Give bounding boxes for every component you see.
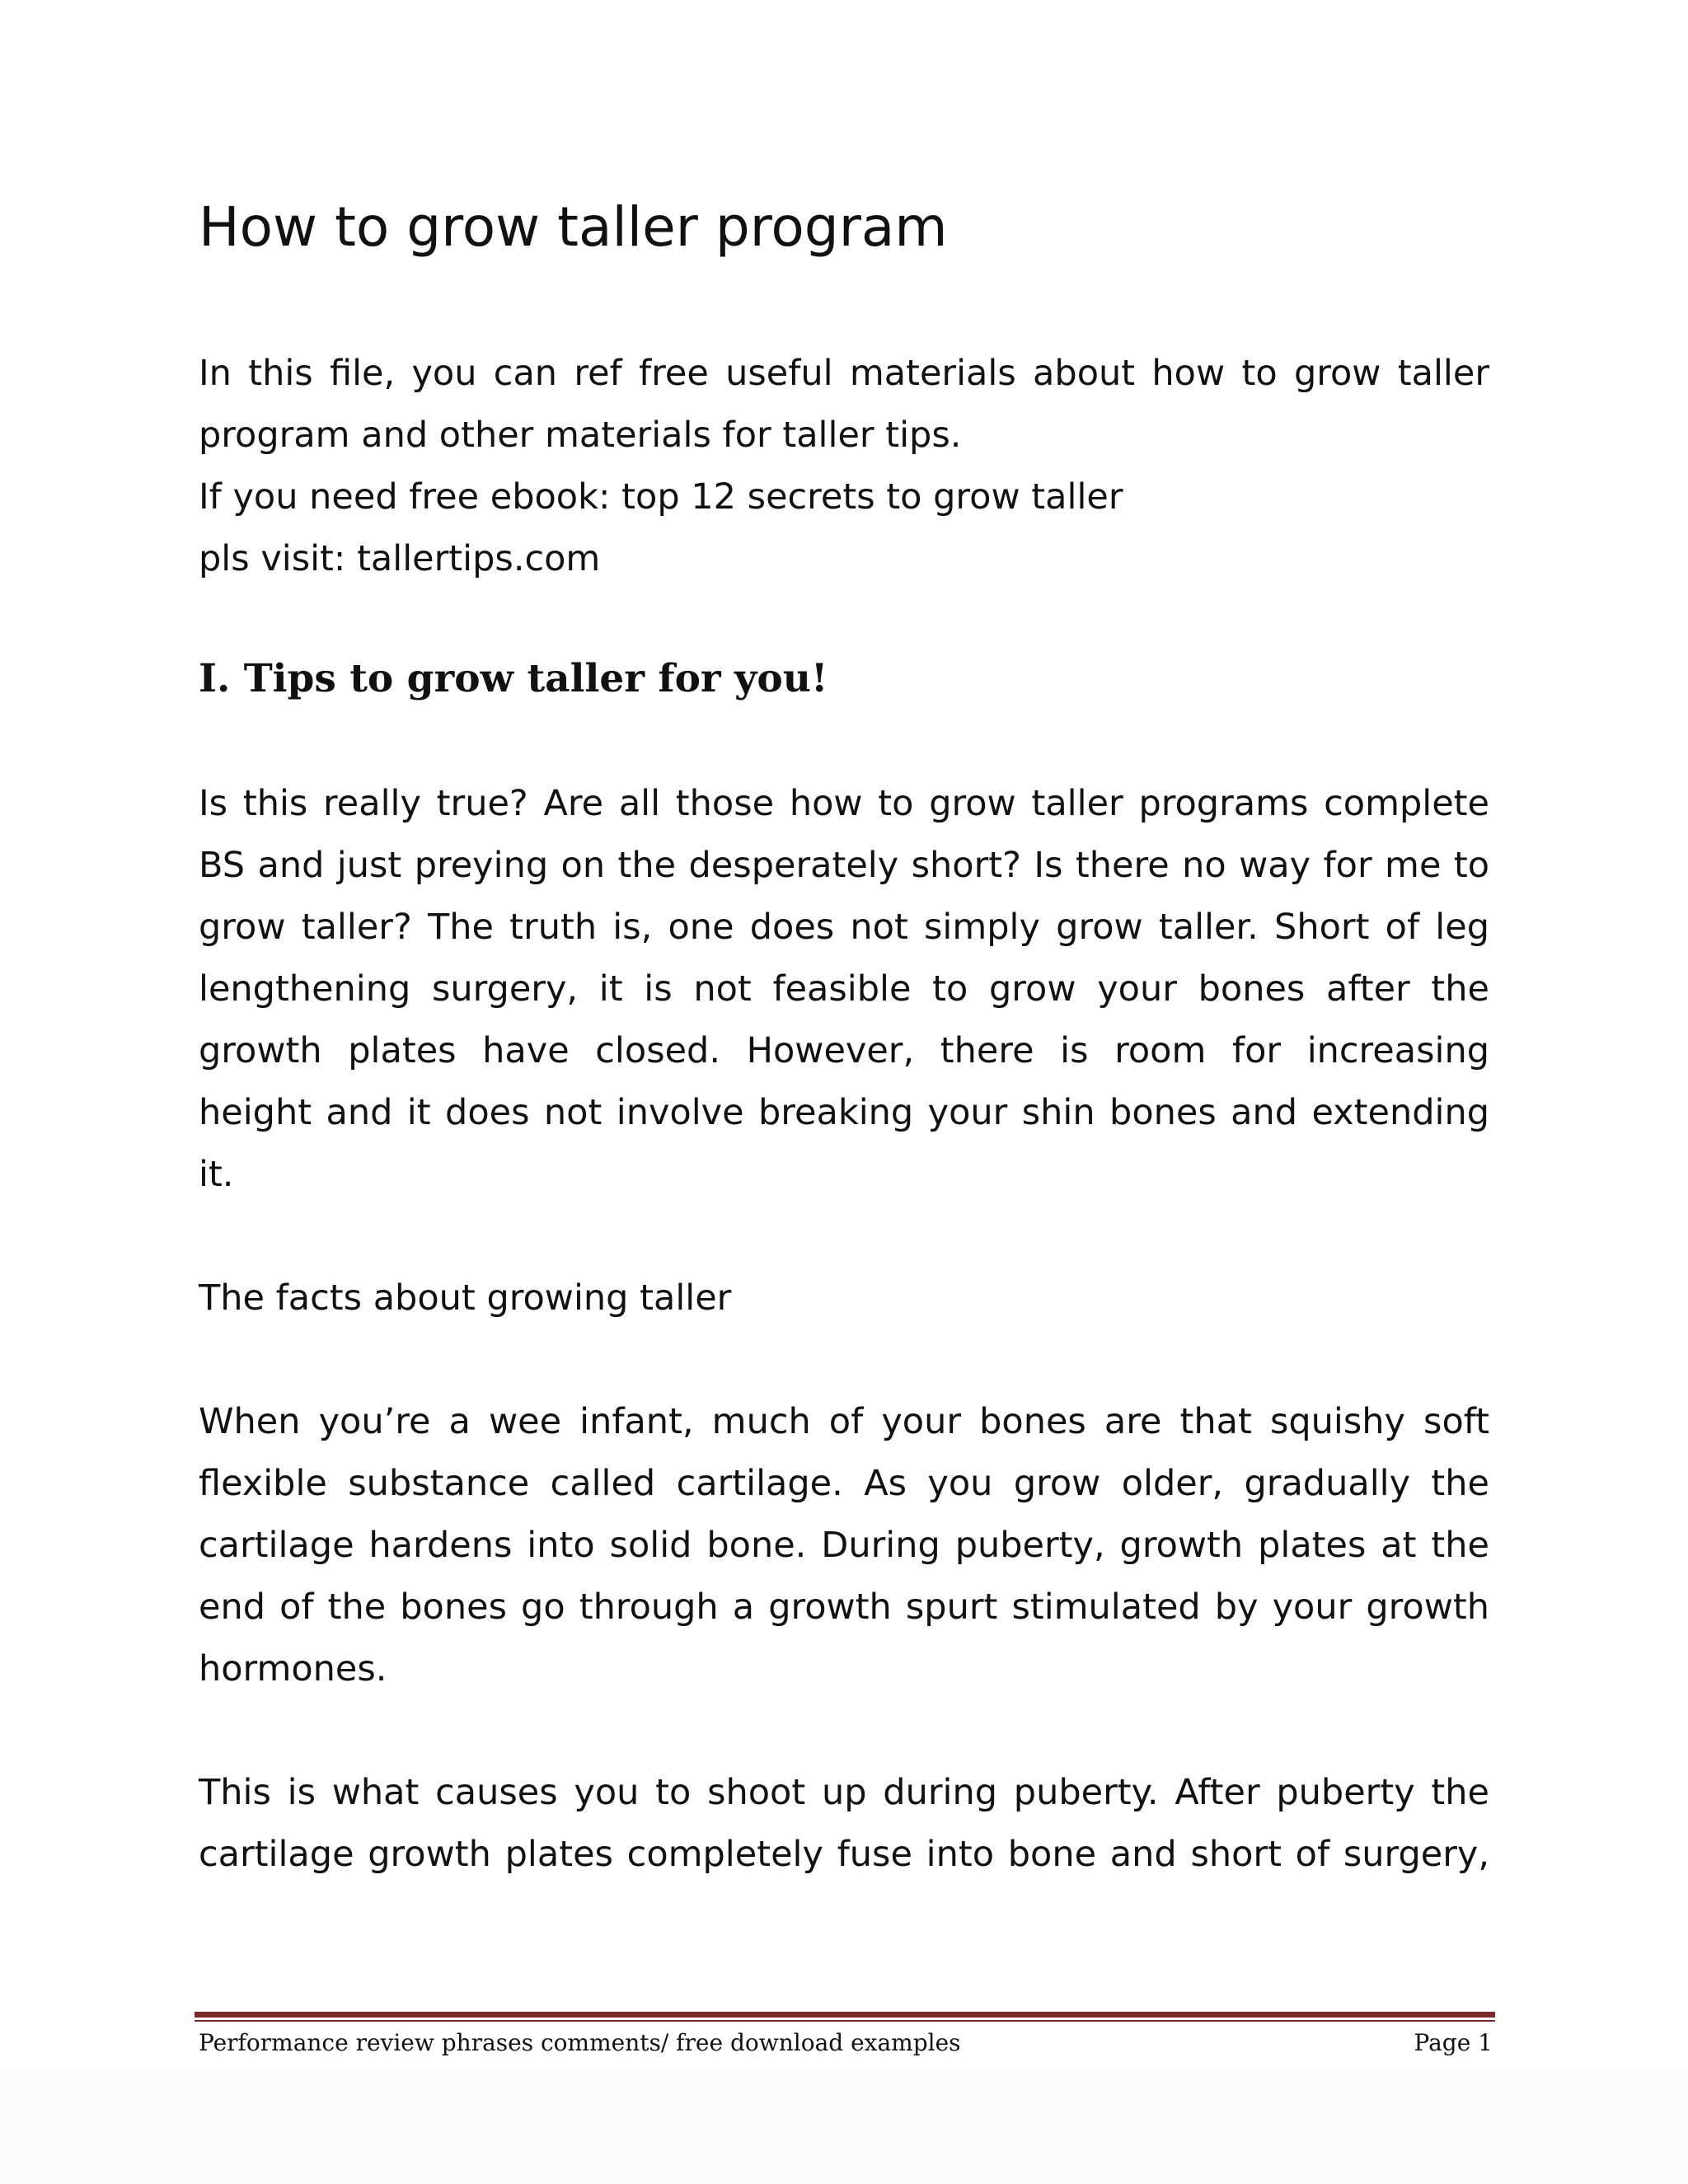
paragraph-line: cartilage hardens into solid bone. During puberty, growth plates at the [199,1525,1489,1566]
intro-line: program and other materials for taller tips. [199,415,962,456]
paragraph-line: Is this really true? Are all those how to grow taller programs complete [199,783,1489,824]
intro-line: pls visit: tallertips.com [199,538,601,579]
paragraph-line: cartilage growth plates completely fuse into bone and short of surgery, [199,1834,1489,1875]
intro-paragraph [199,343,1489,590]
paragraph-line: hormones. [199,1648,387,1690]
document-title: How to grow taller program [199,195,948,259]
section-heading: I. Tips to grow taller for you! [199,656,828,701]
footer-divider-thick-line [195,2012,1495,2018]
subheading-facts [199,1268,1489,1329]
paragraph-line: When you’re a wee infant, much of your bones are that squishy soft [199,1401,1489,1442]
paragraph-line: BS and just preying on the desperately short? Is there no way for me to [199,845,1489,886]
paragraph-line: flexible substance called cartilage. As you grow older, gradually the [199,1463,1489,1504]
paragraph-line: end of the bones go through a growth spurt stimulated by your growth [199,1586,1489,1628]
paragraph-3 [199,1762,1489,1886]
paragraph-line: growth plates have closed. However, there is room for increasing [199,1030,1489,1071]
paragraph-line: This is what causes you to shoot up during puberty. After puberty the [199,1772,1489,1813]
page-number: Page 1 [1414,2029,1493,2056]
footer-divider [195,2012,1495,2022]
paragraph-line: lengthening surgery, it is not feasible to grow your bones after the [199,968,1489,1010]
intro-line: In this file, you can ref free useful materials about how to grow taller [199,353,1489,394]
paragraph-line: height and it does not involve breaking your shin bones and extending [199,1092,1489,1133]
paragraph-line: grow taller? The truth is, one does not simply grow taller. Short of leg [199,907,1489,948]
page-bottom-margin [0,2069,1688,2184]
subheading-text: The facts about growing taller [199,1277,732,1319]
footer-divider-thin-line [195,2020,1495,2022]
paragraph-1 [199,773,1489,1206]
paragraph-2 [199,1391,1489,1700]
paragraph-line: it. [199,1154,234,1195]
intro-line: If you need free ebook: top 12 secrets to grow taller [199,476,1123,518]
footer-text: Performance review phrases comments/ free download examples [199,2029,961,2056]
